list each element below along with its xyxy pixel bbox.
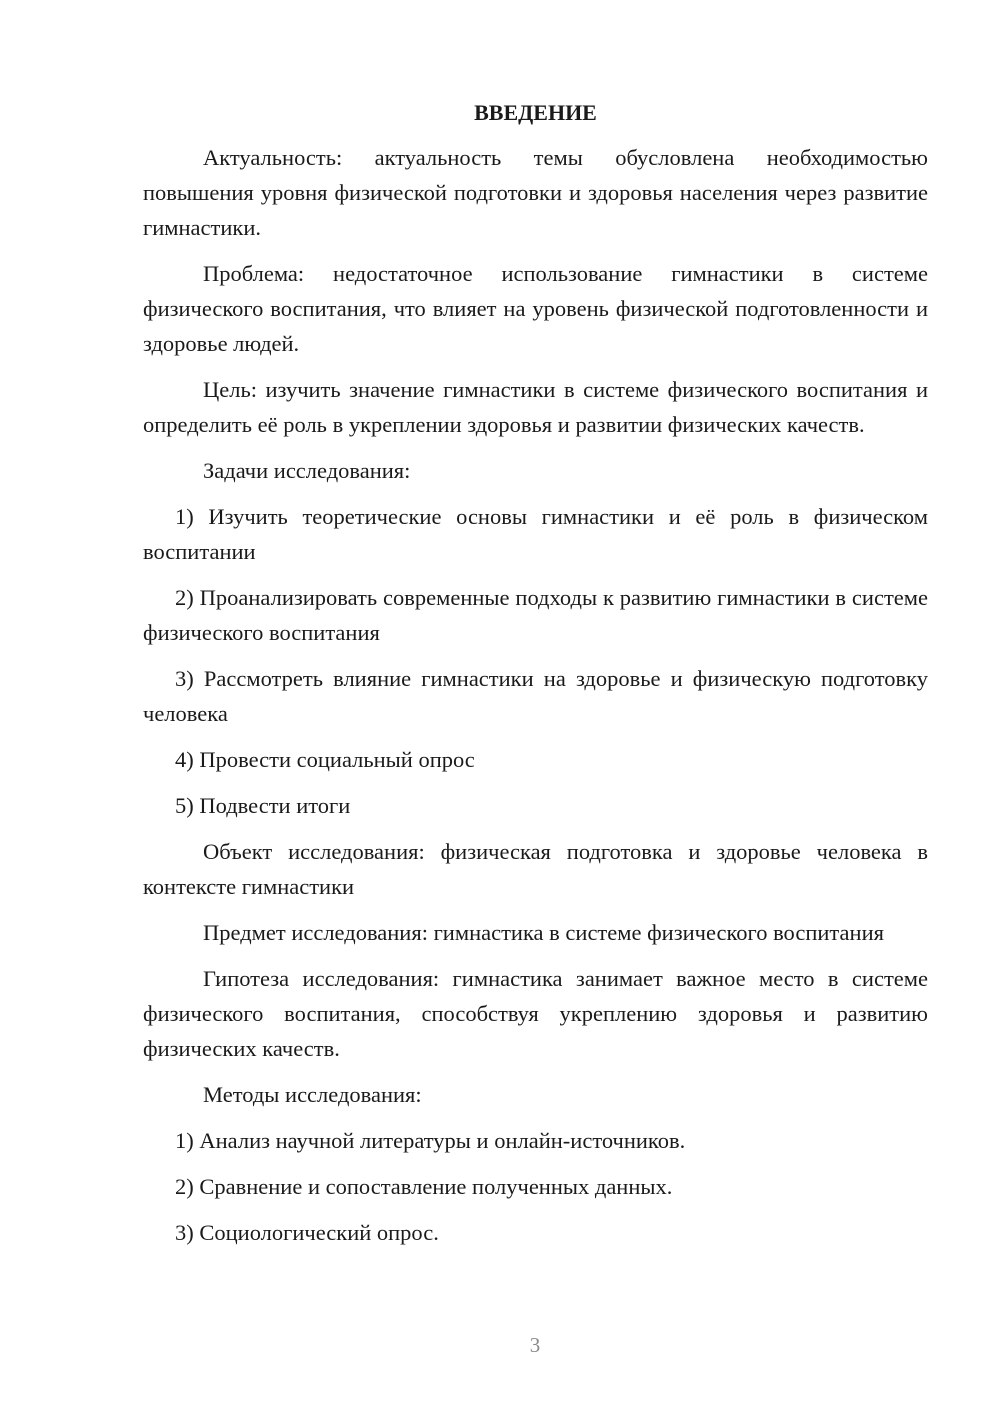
task-item: 4) Провести социальный опрос [175,747,475,772]
task-item: 1) Изучить теоретические основы гимнастики и её роль в физическом воспитании [143,504,928,564]
method-item: 1) Анализ научной литературы и онлайн-источников. [175,1128,686,1153]
problem-paragraph: Проблема: недостаточное использование гимнастики в системе физического воспитания, что влияет на уровень физической подготовленности и здоровье людей. [143,261,928,356]
goal-paragraph: Цель: изучить значение гимнастики в системе физического воспитания и определить её роль в укреплении здоровья и развитии физических качеств. [143,377,928,437]
subject-paragraph: Предмет исследования: гимнастика в системе физического воспитания [203,920,884,945]
relevance-paragraph: Актуальность: актуальность темы обусловлена необходимостью повышения уровня физической подготовки и здоровья населения через развитие гимнастики. [143,145,928,240]
tasks-heading: Задачи исследования: [203,458,411,483]
method-item: 3) Социологический опрос. [175,1220,439,1245]
page-number: 3 [529,1333,541,1357]
method-item: 2) Сравнение и сопоставление полученных данных. [175,1174,673,1199]
task-item: 3) Рассмотреть влияние гимнастики на здоровье и физическую подготовку человека [143,666,928,726]
object-paragraph: Объект исследования: физическая подготовка и здоровье человека в контексте гимнастики [143,839,928,899]
task-item: 5) Подвести итоги [175,793,351,818]
methods-heading: Методы исследования: [203,1082,422,1107]
task-item: 2) Проанализировать современные подходы к развитию гимнастики в системе физического воспитания [143,585,928,645]
hypothesis-paragraph: Гипотеза исследования: гимнастика занимает важное место в системе физического воспитания, способствуя укреплению здоровья и развитию физических качеств. [143,966,928,1061]
document-page [143,95,928,1261]
section-title: ВВЕДЕНИЕ [474,100,597,125]
